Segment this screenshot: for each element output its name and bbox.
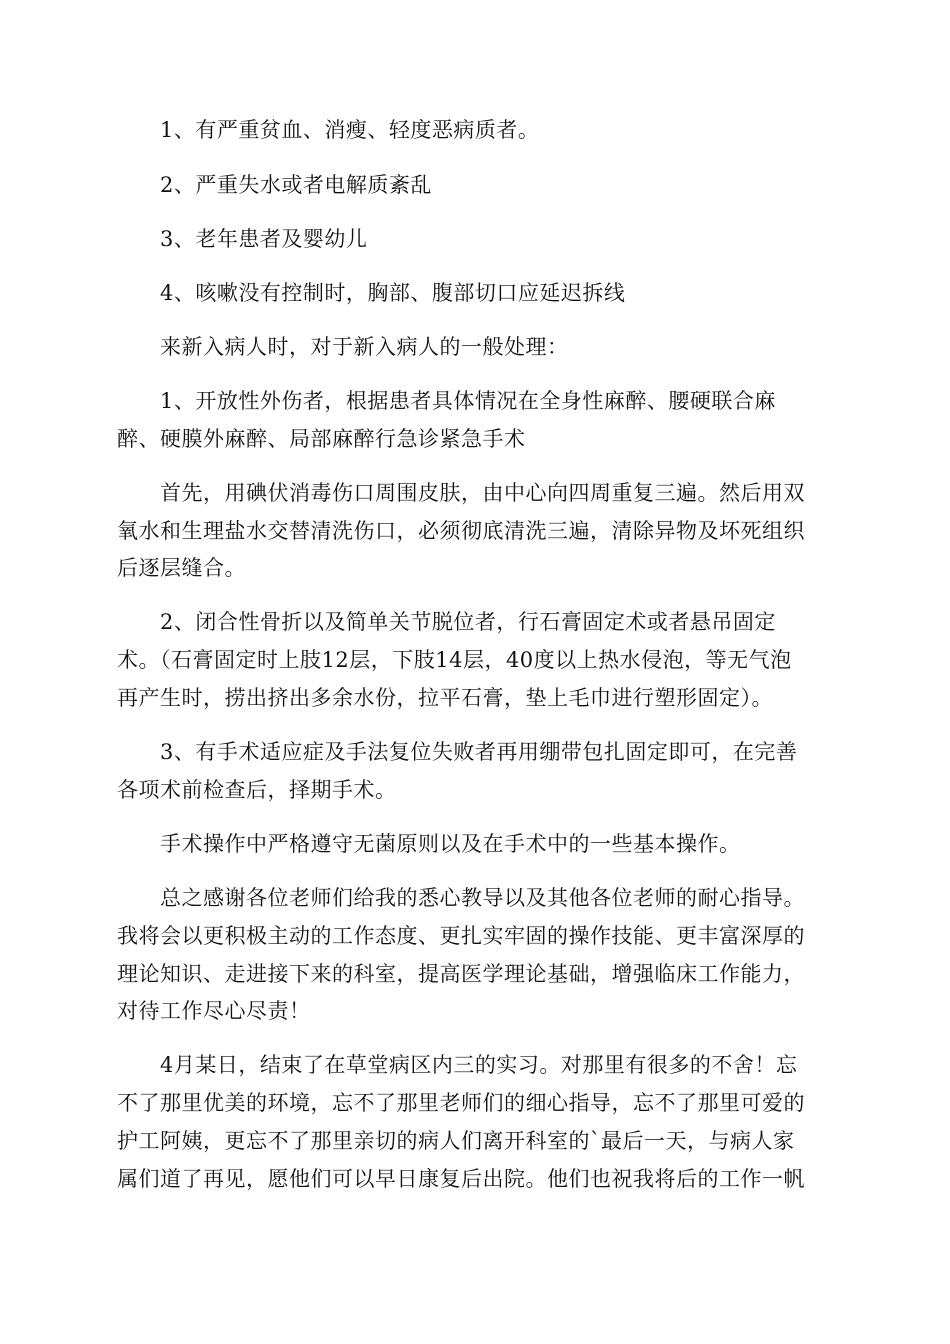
text-line: 1、开放性外伤者，根据患者具体情况在全身性麻醉、腰硬联合麻 xyxy=(160,389,776,413)
text-line: 后逐层缝合。 xyxy=(117,556,246,580)
text-line: 对待工作尽心尽责！ xyxy=(117,999,311,1023)
text-line: 氧水和生理盐水交替清洗伤口，必须彻底清洗三遍，清除异物及坏死组织 xyxy=(117,519,805,543)
text-line: 理论知识、走进接下来的科室，提高医学理论基础，增强临床工作能力， xyxy=(117,962,805,986)
text-line: 4月某日，结束了在草堂病区内三的实习。对那里有很多的不舍！忘 xyxy=(160,1053,798,1077)
text-line: 2、严重失水或者电解质紊乱 xyxy=(160,173,432,197)
text-line: 醉、硬膜外麻醉、局部麻醉行急诊紧急手术 xyxy=(117,427,526,451)
text-line: 再产生时，捞出挤出多余水份，拉平石膏，垫上毛巾进行塑形固定）。 xyxy=(117,686,773,710)
text-line: 2、闭合性骨折以及简单关节脱位者，行石膏固定术或者悬吊固定 xyxy=(160,610,776,634)
text-line: 各项术前检查后，择期手术。 xyxy=(117,778,397,802)
text-line: 不了那里优美的环境，忘不了那里老师们的细心指导，忘不了那里可爱的 xyxy=(117,1091,805,1115)
text-line: 首先，用碘伏消毒伤口周围皮肤，由中心向四周重复三遍。然后用双 xyxy=(160,481,805,505)
text-line: 来新入病人时，对于新入病人的一般处理： xyxy=(160,335,569,359)
text-line: 我将会以更积极主动的工作态度、更扎实牢固的操作技能、更丰富深厚的 xyxy=(117,924,805,948)
text-line: 属们道了再见，愿他们可以早日康复后出院。他们也祝我将后的工作一帆 xyxy=(117,1167,805,1191)
text-line: 总之感谢各位老师们给我的悉心教导以及其他各位老师的耐心指导。 xyxy=(160,886,805,910)
text-line: 1、有严重贫血、消瘦、轻度恶病质者。 xyxy=(160,118,540,142)
text-line: 术。（石膏固定时上肢12层，下肢14层，40度以上热水侵泡，等无气泡 xyxy=(117,648,792,672)
text-line: 4、咳嗽没有控制时，胸部、腹部切口应延迟拆线 xyxy=(160,281,626,305)
text-line: 3、有手术适应症及手法复位失败者再用绷带包扎固定即可，在完善 xyxy=(160,740,798,764)
text-line: 手术操作中严格遵守无菌原则以及在手术中的一些基本操作。 xyxy=(160,832,741,856)
text-line: 3、老年患者及婴幼儿 xyxy=(160,227,368,251)
text-line: 护工阿姨，更忘不了那里亲切的病人们离开科室的`最后一天，与病人家 xyxy=(117,1129,795,1153)
